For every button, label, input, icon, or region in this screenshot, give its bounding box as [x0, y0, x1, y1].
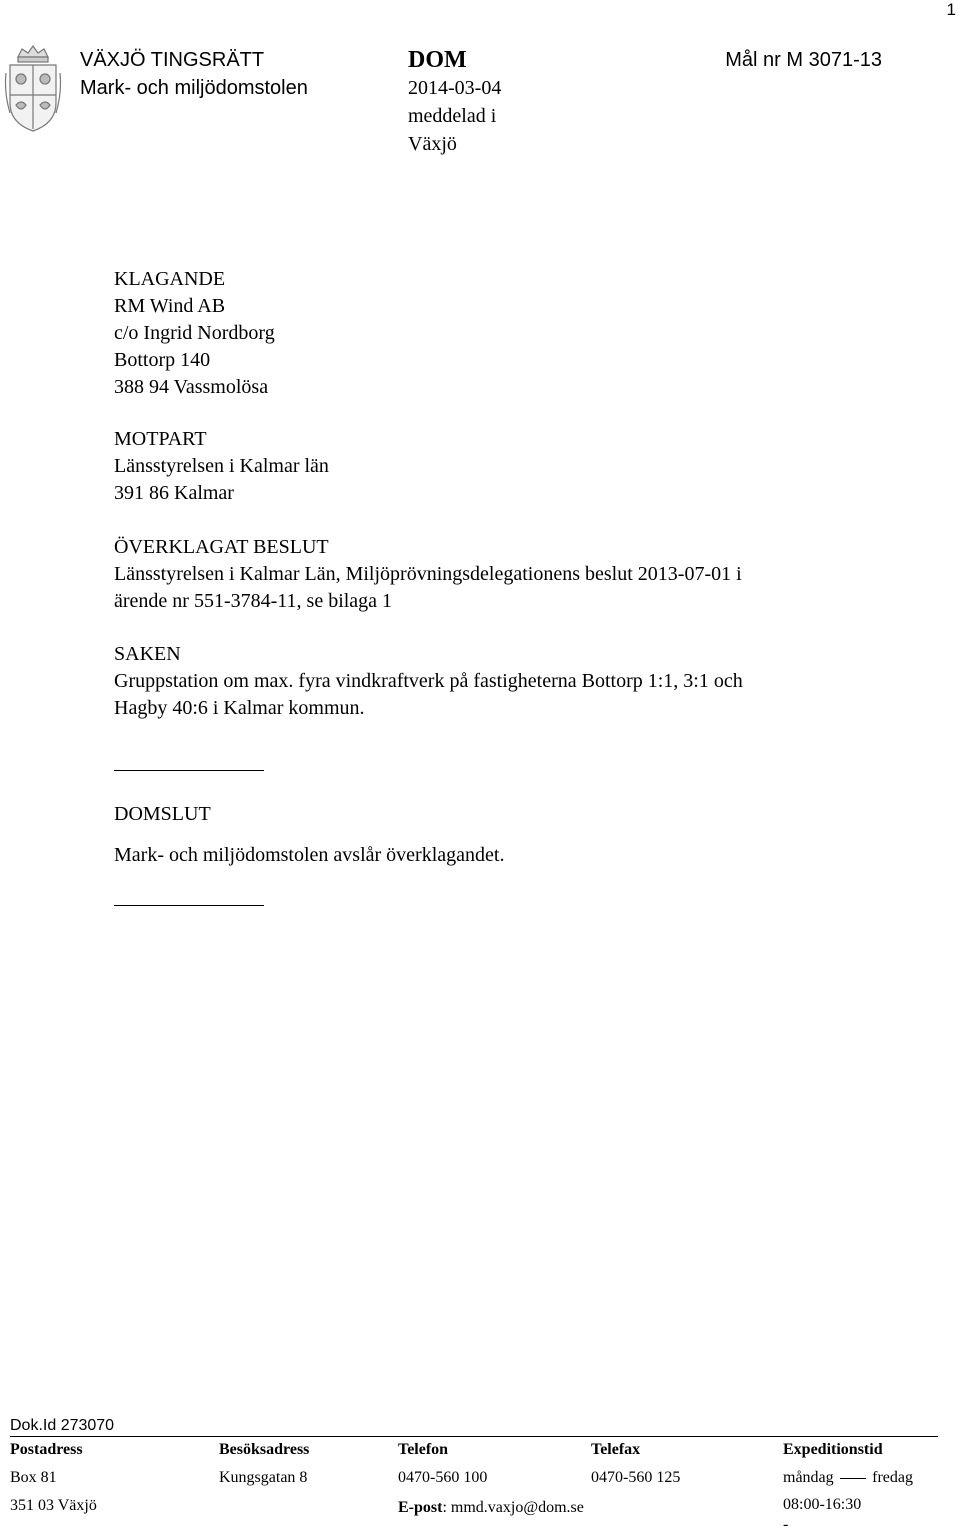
counterparty-section	[114, 426, 329, 507]
hours-day-start: måndag	[783, 1469, 834, 1486]
visiting-line: Kungsgatan 8	[219, 1469, 308, 1486]
appellant-line: c/o Ingrid Nordborg	[114, 322, 275, 344]
appealed-decision-line: ärende nr 551-3784-11, se bilaga 1	[114, 590, 393, 612]
hours-days	[783, 1464, 913, 1492]
counterparty-line: Länsstyrelsen i Kalmar län	[114, 455, 329, 477]
counterparty-heading: MOTPART	[114, 428, 207, 450]
matter-line: Hagby 40:6 i Kalmar kommun.	[114, 697, 365, 719]
court-header	[80, 46, 308, 102]
fax-number: 0470-560 125	[591, 1469, 681, 1486]
hours-label: Expeditionstid	[783, 1441, 883, 1458]
hours-day-end: fredag	[872, 1469, 913, 1486]
page-number: 1	[946, 0, 956, 19]
issued-place: Växjö	[408, 133, 457, 155]
postal-line: 351 03 Växjö	[10, 1497, 97, 1514]
footer-phone	[398, 1436, 584, 1522]
footer-postal	[10, 1436, 97, 1520]
footer-hours	[783, 1436, 913, 1532]
issued-label: meddelad i	[408, 105, 497, 127]
postal-label: Postadress	[10, 1441, 83, 1458]
email-colon: :	[442, 1499, 451, 1516]
document-date: 2014-03-04	[408, 77, 502, 99]
appellant-line: Bottorp 140	[114, 349, 211, 371]
appealed-decision-line: Länsstyrelsen i Kalmar Län, Miljöprövningsdelegationens beslut 2013-07-01 i	[114, 563, 742, 585]
appellant-section	[114, 266, 275, 401]
counterparty-line: 391 86 Kalmar	[114, 482, 234, 504]
document-type: DOM	[408, 47, 467, 73]
matter-heading: SAKEN	[114, 643, 181, 665]
matter-line: Gruppstation om max. fyra vindkraftverk på fastigheterna Bottorp 1:1, 3:1 och	[114, 670, 743, 692]
footer-visiting	[219, 1436, 309, 1492]
case-number: Mål nr M 3071-13	[725, 49, 882, 71]
fax-label: Telefax	[591, 1441, 641, 1458]
judgment-heading: DOMSLUT	[114, 803, 211, 825]
appellant-line: 388 94 Vassmolösa	[114, 376, 269, 398]
phone-number: 0470-560 100	[398, 1469, 488, 1486]
phone-label: Telefon	[398, 1441, 449, 1458]
email-address: mmd.vaxjo@dom.se	[450, 1499, 584, 1516]
court-name: VÄXJÖ TINGSRÄTT	[80, 49, 265, 71]
visiting-label: Besöksadress	[219, 1441, 310, 1458]
appealed-decision-section	[114, 534, 742, 615]
divider-line	[114, 905, 264, 906]
court-division: Mark- och miljödomstolen	[80, 77, 308, 99]
document-id: Dok.Id 273070	[10, 1417, 115, 1434]
footer-fax	[591, 1436, 680, 1492]
coat-of-arms-logo	[4, 43, 62, 135]
hours-extra: -	[783, 1516, 789, 1533]
judgment-text: Mark- och miljödomstolen avslår överklagandet.	[114, 844, 505, 866]
matter-section	[114, 641, 743, 722]
divider-line	[114, 770, 264, 771]
appellant-heading: KLAGANDE	[114, 268, 226, 290]
hours-time: 08:00-16:30	[783, 1496, 862, 1513]
postal-line: Box 81	[10, 1469, 57, 1486]
hours-dash	[840, 1478, 866, 1479]
appealed-decision-heading: ÖVERKLAGAT BESLUT	[114, 536, 329, 558]
email-row	[398, 1494, 584, 1522]
document-type-block	[408, 46, 501, 158]
email-label: E-post	[398, 1499, 443, 1516]
appellant-line: RM Wind AB	[114, 295, 226, 317]
